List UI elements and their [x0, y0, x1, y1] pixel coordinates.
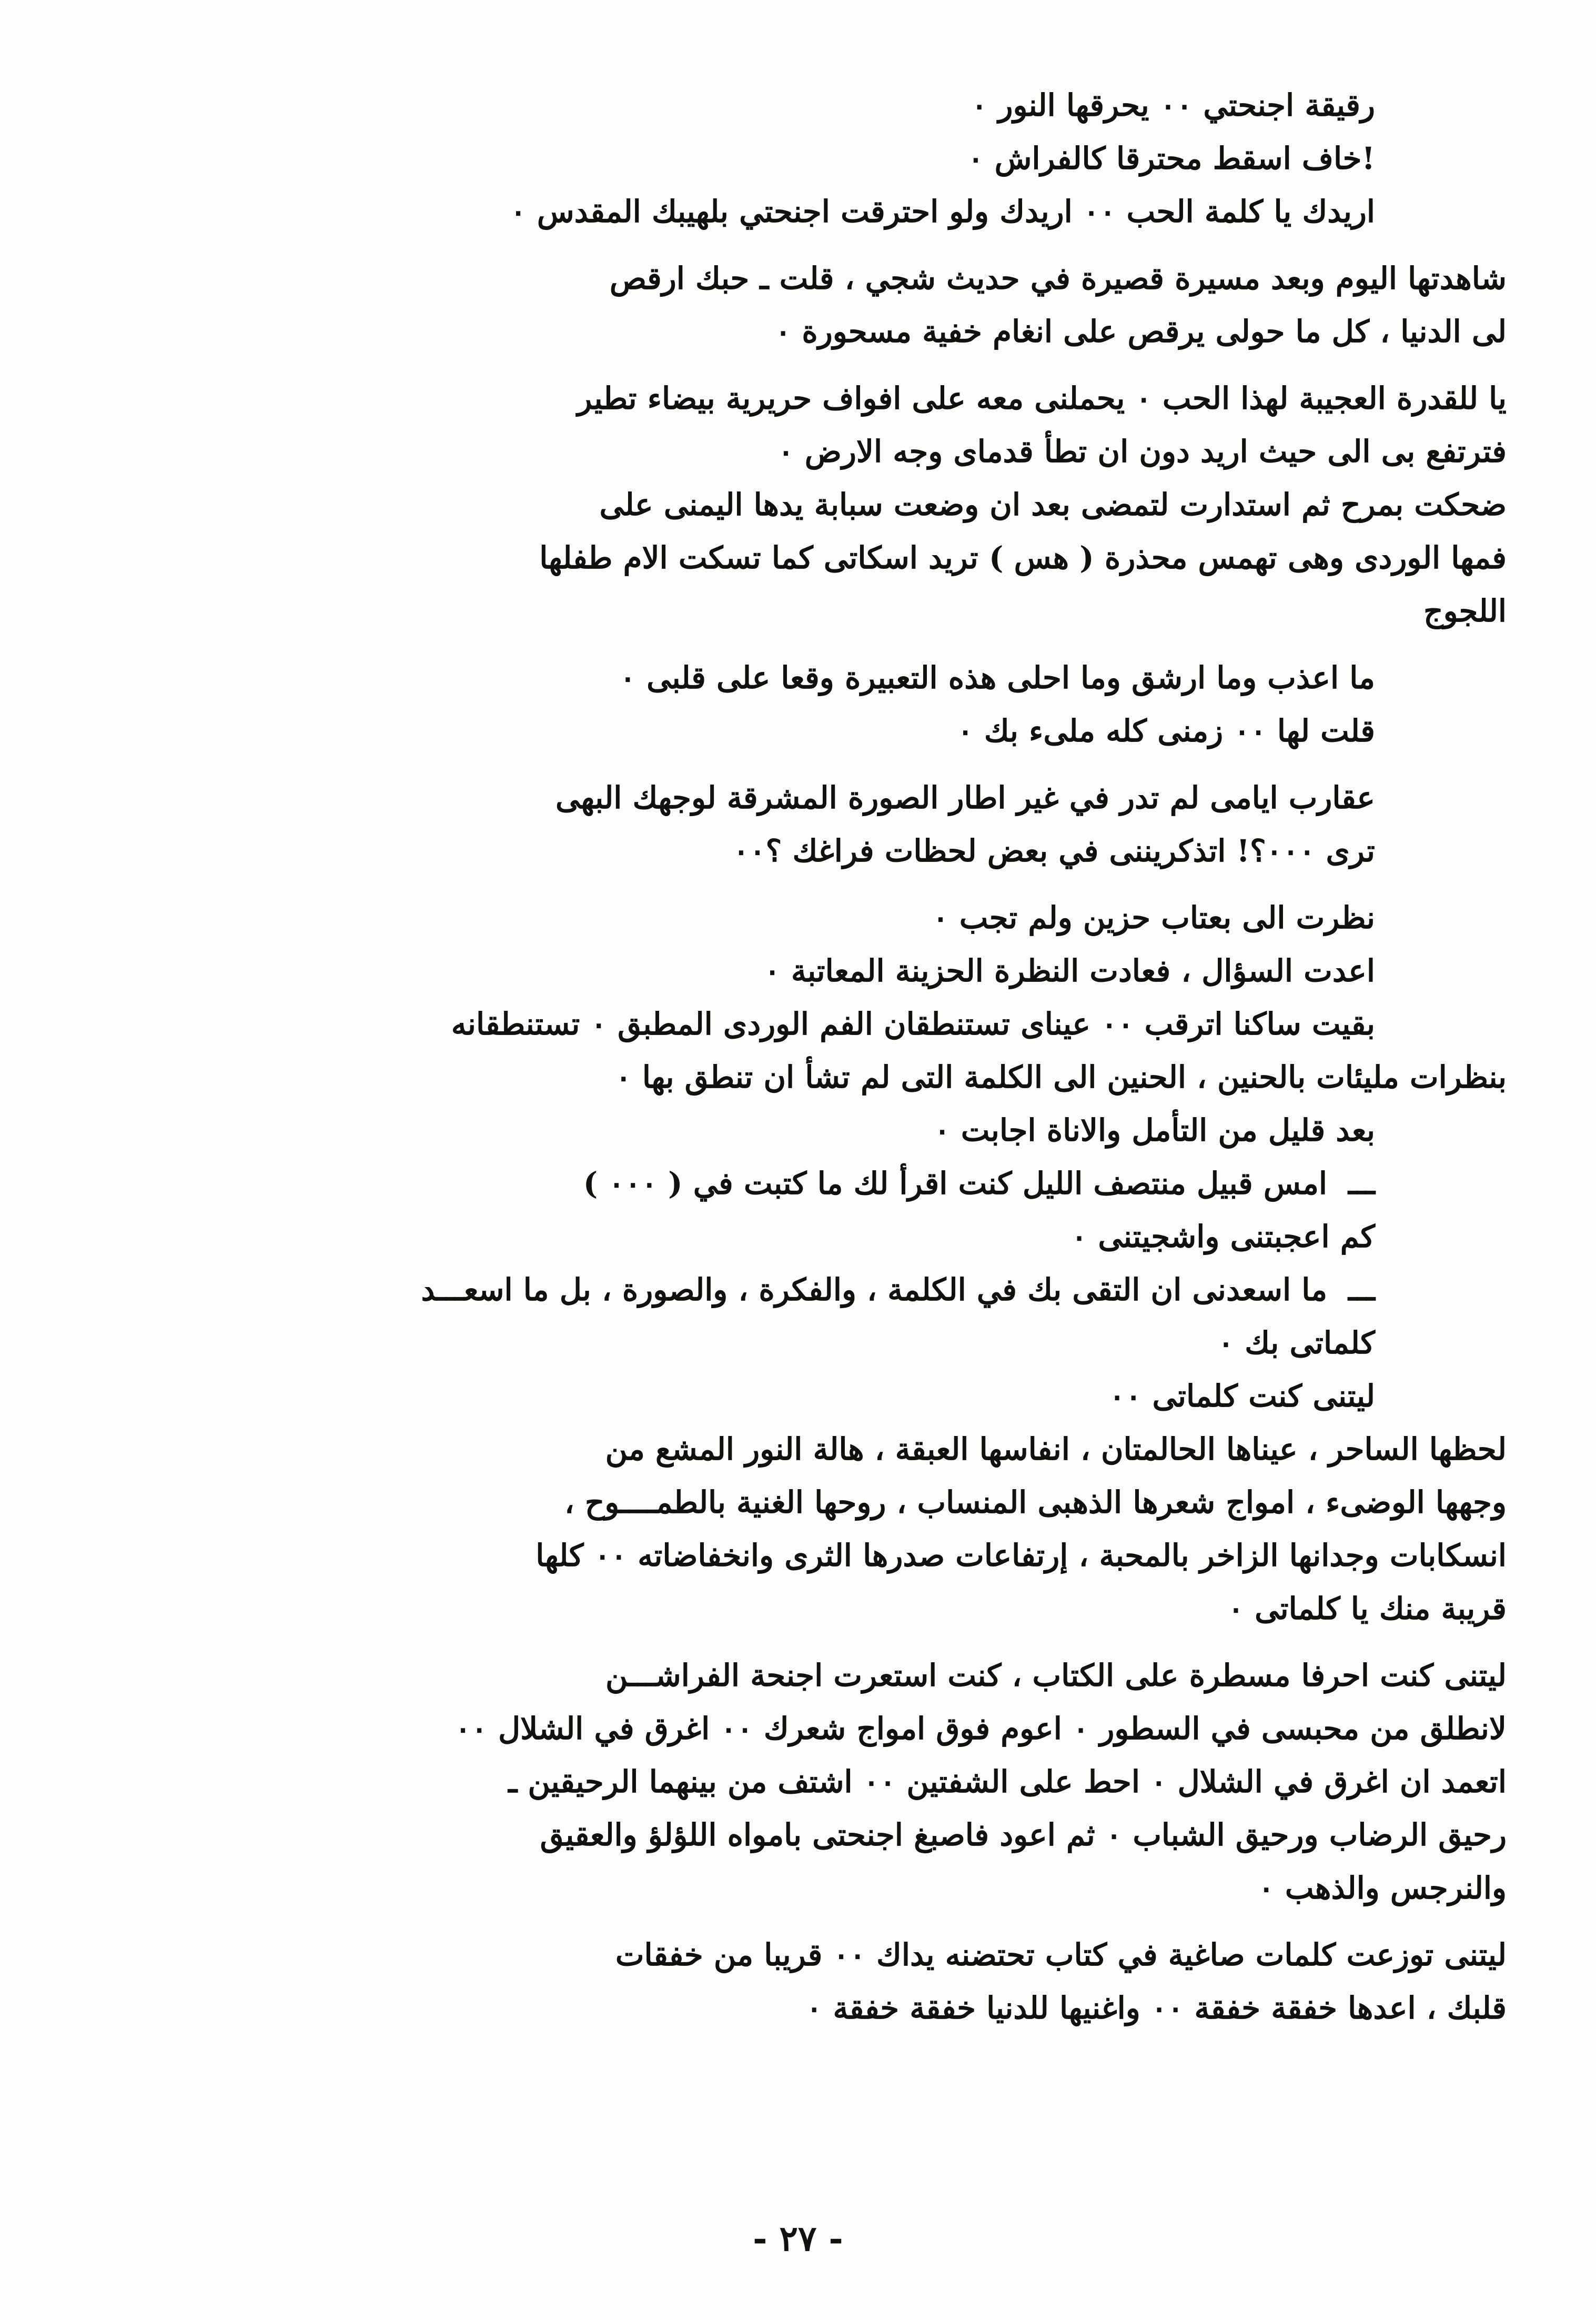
- text-line: فمها الوردى وهى تهمس محذرة ( هس ) تريد اسكاتى كما تسكت الام طفلها: [539, 540, 1507, 576]
- text-line: قريبة منك يا كلماتى ٠: [1227, 1591, 1507, 1626]
- dialogue-line: [89, 1157, 1507, 1210]
- text-line: اعدت السؤال ، فعادت النظرة الحزينة المعاتبة ٠: [764, 953, 1375, 989]
- dialogue-text: امس قبيل منتصف الليل كنت اقرأ لك ما كتبت في ( ٠٠٠ ): [583, 1166, 1328, 1201]
- text-line: كلماتى بك ٠: [1217, 1325, 1375, 1361]
- text-line: بنظرات مليئات بالحنين ، الحنين الى الكلمة التى لم تشأ ان تنطق بها ٠: [615, 1059, 1507, 1095]
- text-line: ليتنى كنت كلماتى ٠٠: [1109, 1378, 1375, 1414]
- text-line: قلبك ، اعدها خفقة خفقة ٠٠ واغنيها للدنيا خفقة خفقة ٠: [806, 1990, 1507, 2026]
- text-line: فترتفع بى الى حيث اريد دون ان تطأ قدماى وجه الارض ٠: [777, 434, 1507, 469]
- page-number: - ٢٧ -: [753, 2218, 843, 2259]
- text-line: اللجوج: [1423, 593, 1507, 629]
- text-line: قلت لها ٠٠ زمنى كله ملىء بك ٠: [957, 713, 1375, 749]
- text-line: ضحكت بمرح ثم استدارت لتمضى بعد ان وضعت سبابة يدها اليمنى على: [599, 487, 1507, 523]
- page-text: [89, 79, 1507, 2035]
- dialogue-dash: ـــ: [1348, 1272, 1375, 1308]
- text-line: اتعمد ان اغرق في الشلال ٠ احط على الشفتين ٠٠ اشتف من بينهما الرحيقين ـ: [508, 1764, 1507, 1800]
- text-line: لى الدنيا ، كل ما حولى يرقص على انغام خفية مسحورة ٠: [775, 314, 1507, 349]
- text-line: ترى ٠٠٠؟! اتذكريننى في بعض لحظات فراغك ؟٠٠: [733, 833, 1375, 869]
- text-line: بقيت ساكنا اترقب ٠٠ عيناى تستنطقان الفم الوردى المطبق ٠ تستنطقانه: [451, 1006, 1375, 1042]
- text-line: بعد قليل من التأمل والاناة اجابت ٠: [934, 1112, 1375, 1148]
- text-line: يا للقدرة العجيبة لهذا الحب ٠ يحملنى معه على افواف حريرية بيضاء تطير: [577, 380, 1507, 416]
- text-line: رقيقة اجنحتي ٠٠ يحرقها النور ٠: [971, 87, 1375, 123]
- text-line: !خاف اسقط محترقا كالفراش ٠: [967, 140, 1375, 176]
- text-line: اريدك يا كلمة الحب ٠٠ اريدك ولو احترقت اجنحتي بلهيبك المقدس ٠: [510, 194, 1375, 229]
- text-line: كم اعجبتنى واشجيتنى ٠: [1071, 1219, 1375, 1254]
- text-line: رحيق الرضاب ورحيق الشباب ٠ ثم اعود فاصبغ اجنحتى باموا‌ه اللؤلؤ والعقيق: [540, 1817, 1507, 1853]
- text-line: انسكابات وجدانها الزاخر بالمحبة ، إرتفاعات صدرها الثرى وانخفاضاته ٠٠ كلها: [536, 1538, 1507, 1573]
- dialogue-line: [89, 1263, 1507, 1317]
- text-line: لانطلق من محبسى في السطور ٠ اعوم فوق امواج شعرك ٠٠ اغرق في الشلال ٠٠: [454, 1711, 1507, 1746]
- text-line: والنرجس والذهب ٠: [1258, 1870, 1507, 1906]
- text-line: عقارب ايامى لم تدر في غير اطار الصورة المشرقة لوجهك البهى: [555, 780, 1375, 816]
- text-line: ليتنى كنت احرفا مسطرة على الكتاب ، كنت استعرت اجنحة الفراشـــن: [605, 1658, 1507, 1693]
- text-line: نظرت الى بعتاب حزين ولم تجب ٠: [932, 900, 1375, 936]
- text-line: ما اعذب وما ارشق وما احلى هذه التعبيرة وقعا على قلبى ٠: [619, 660, 1375, 696]
- dialogue-text: ما اسعدنى ان التقى بك في الكلمة ، والفكرة ، والصورة ، بل ما اسعـــد: [421, 1272, 1328, 1308]
- dialogue-dash: ـــ: [1348, 1166, 1375, 1201]
- text-line: ليتنى توزعت كلمات صاغية في كتاب تحتضنه يداك ٠٠ قريبا من خفقات: [615, 1937, 1507, 1973]
- text-line: وجهها الوضىء ، امواج شعرها الذهبى المنساب ، روحها الغنية بالطمــــوح ،: [564, 1484, 1507, 1520]
- text-line: شاهدتها اليوم وبعد مسيرة قصيرة في حديث شجي ، قلت ـ حبك ارقص: [609, 260, 1507, 296]
- text-line: لحظها الساحر ، عيناها الحالمتان ، انفاسها العبقة ، هالة النور المشع من: [605, 1431, 1507, 1467]
